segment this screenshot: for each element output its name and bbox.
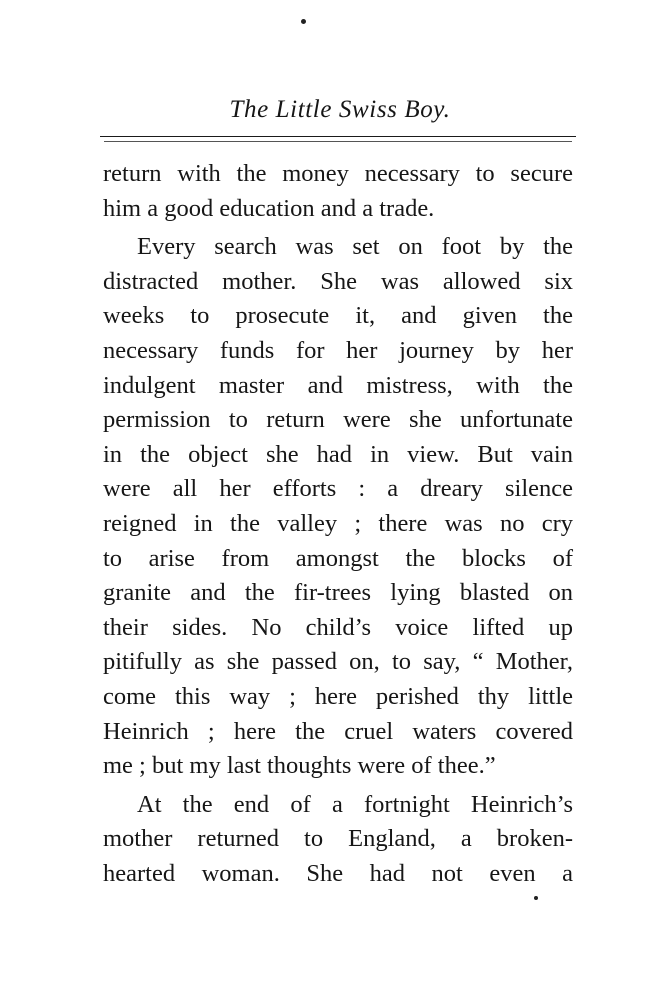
paragraph [103, 230, 573, 784]
text-line: him a good education and a trade. [103, 194, 435, 222]
text-line: pitifully as she passed on, to say, “ Mother, [103, 648, 573, 676]
text-line: in the object she had in view. But vain [103, 440, 573, 468]
text-line: to arise from amongst the blocks of [103, 544, 573, 572]
text-line: me ; but my last thoughts were of thee.” [103, 752, 496, 780]
ink-speck [534, 896, 538, 900]
text-line: mother returned to England, a broken- [103, 825, 573, 853]
text-line: were all her efforts : a dreary silence [103, 475, 573, 503]
body-text [103, 157, 573, 891]
text-line: hearted woman. She had not even a [103, 859, 573, 887]
text-line: reigned in the valley ; there was no cry [103, 509, 573, 537]
paragraph [103, 157, 573, 226]
text-line: their sides. No child’s voice lifted up [103, 613, 573, 641]
text-line: necessary funds for her journey by her [103, 336, 573, 364]
text-line: permission to return were she unfortunate [103, 406, 573, 434]
ink-speck [301, 19, 306, 24]
text-line: return with the money necessary to secure [103, 160, 573, 187]
text-line: granite and the fir-trees lying blasted on [103, 579, 573, 607]
text-line: indulgent master and mistress, with the [103, 371, 573, 399]
paragraph [103, 788, 573, 892]
text-line: weeks to prosecute it, and given the [103, 302, 573, 330]
header-rule [100, 136, 576, 137]
header-rule-thin [104, 141, 572, 142]
text-line: At the end of a fortnight Heinrich’s [137, 790, 573, 818]
text-line: distracted mother. She was allowed six [103, 267, 573, 295]
running-head: The Little Swiss Boy. [229, 96, 451, 123]
text-line: Heinrich ; here the cruel waters covered [103, 717, 573, 745]
text-line: Every search was set on foot by the [137, 233, 573, 261]
text-line: come this way ; here perished thy little [103, 682, 573, 710]
